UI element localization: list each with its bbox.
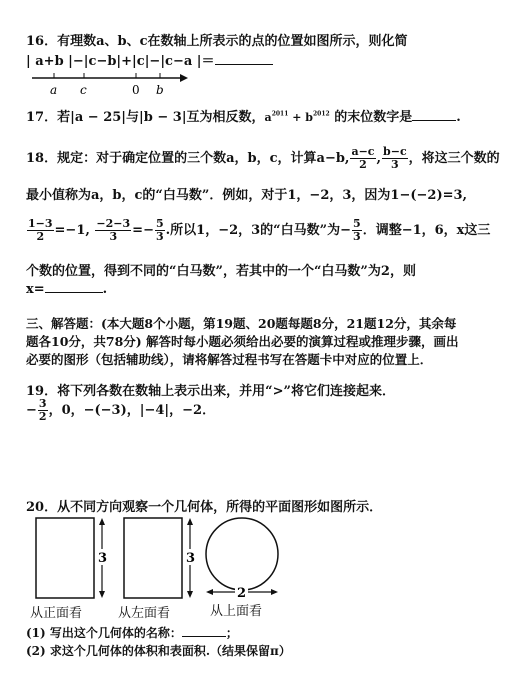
q17: 17．若|a − 25|与|b − 3|互为相反数，$a^{2011} + b^{2012}$ 的末位数字是 . (26, 110, 461, 125)
q18-x-label: x= (26, 282, 45, 297)
q18-line4: 个数的位置，得到不同的“白马数”，若其中的一个“白马数”为2，则 (26, 264, 416, 279)
q18-text: 18．规定：对于确定位置的三个数a，b，c，计算a−b, (26, 151, 350, 166)
q16-line2 (26, 50, 273, 69)
fraction: $\frac{3}{2}$ (38, 397, 47, 423)
fraction: $\frac{a-c}{2}$ (351, 145, 375, 171)
arrow-left-icon (206, 589, 213, 595)
top-view-circle (206, 518, 278, 590)
q18-line1: 18．规定：对于确定位置的三个数a，b，c，计算a−b, $\frac{a-c}{2}$ , $\frac{b-c}{3}$ ，将这三个数的 (26, 145, 500, 171)
q20-sub1: (1) 写出这个几何体的名称： ； (26, 626, 238, 640)
arrow-up-icon (187, 518, 193, 525)
q18-line3: $\frac{1-3}{2}$ =−1, $\frac{-2-3}{3}$ =− $\frac{5}{3}$ .所以1，−2，3的“白马数”为− $\frac{5}{3}$ ．调整−1，6，x这三 (28, 217, 491, 243)
q20-sub1-text: (1) 写出这个几何体的名称： (26, 626, 182, 640)
q17-exp-b: 2012 (312, 110, 330, 118)
arrow-down-icon (187, 591, 193, 598)
caption-side: 从左面看 (118, 606, 171, 621)
front-dim-label: 3 (98, 551, 108, 566)
q20-answer-blank (182, 624, 226, 637)
section3-line2: 题各10分，共78分) 解答时每小题必须给出必要的演算过程或推理步骤，画出 (26, 334, 459, 349)
q17-answer-blank (412, 108, 456, 121)
fraction: $\frac{1-3}{2}$ (28, 217, 53, 243)
top-dim-label: 2 (237, 586, 247, 601)
q18-line5: x= . (26, 282, 108, 297)
q20-line1: 20．从不同方向观察一个几何体，所得的平面图形如图所示． (26, 500, 383, 515)
q18-text: ，将这三个数的 (408, 151, 500, 166)
label-b: b (156, 83, 164, 97)
number-line-arrow (180, 74, 188, 82)
label-c: c (80, 83, 87, 97)
label-a: a (50, 83, 58, 97)
q17-text-end: 的末位数字是 (329, 110, 413, 125)
q17-text: 17．若|a − 25|与|b − 3|互为相反数， (26, 110, 265, 125)
arrow-down-icon (99, 591, 105, 598)
section3-line1: 三、解答题：(本大题8个小题，第19题、20题每题8分，21题12分，其余每 (26, 316, 457, 331)
q19-line1: 19．将下列各数在数轴上表示出来，并用“>”将它们连接起来． (26, 384, 395, 399)
q19-line2: − $\frac{3}{2}$ ，0，−(−3)，|−4|，−2． (26, 397, 216, 423)
fraction: $\frac{5}{3}$ (353, 217, 361, 243)
front-view-rect (36, 518, 94, 598)
q16-line1: 16．有理数a、b、c在数轴上所表示的点的位置如图所示，则化简 (26, 34, 408, 49)
q17-exp-a: 2011 (271, 110, 289, 118)
arrow-right-icon (271, 589, 278, 595)
section3-line3: 必要的图形（包括辅助线），请将解答过程书写在答题卡中对应的位置上． (26, 352, 433, 367)
arrow-up-icon (99, 518, 105, 525)
q18-line2: 最小值称为a，b，c的“白马数”．例如，对于1，−2，3，因为1−(−2)=3, (26, 188, 468, 203)
caption-top: 从上面看 (210, 604, 263, 619)
side-dim-label: 3 (186, 551, 196, 566)
q16-answer-blank (215, 52, 273, 65)
fraction: $\frac{b-c}{3}$ (383, 145, 407, 171)
side-view-rect (124, 518, 182, 598)
caption-front: 从正面看 (30, 606, 83, 621)
q16-number-line (30, 68, 190, 102)
label-0: 0 (132, 83, 140, 97)
fraction: $\frac{-2-3}{3}$ (96, 217, 131, 243)
q20-sub2: (2) 求这个几何体的体积和表面积.（结果保留π） (26, 644, 291, 658)
q17-base-b: + b (288, 111, 313, 124)
fraction: $\frac{5}{3}$ (155, 217, 164, 243)
q19-numbers: ，0，−(−3)，|−4|，−2． (48, 403, 216, 418)
q17-base-a: a (264, 111, 272, 124)
q16-expression: | a+b |−|c−b|+|c|−|c−a |＝ (26, 54, 215, 69)
q18-answer-blank (45, 280, 103, 293)
